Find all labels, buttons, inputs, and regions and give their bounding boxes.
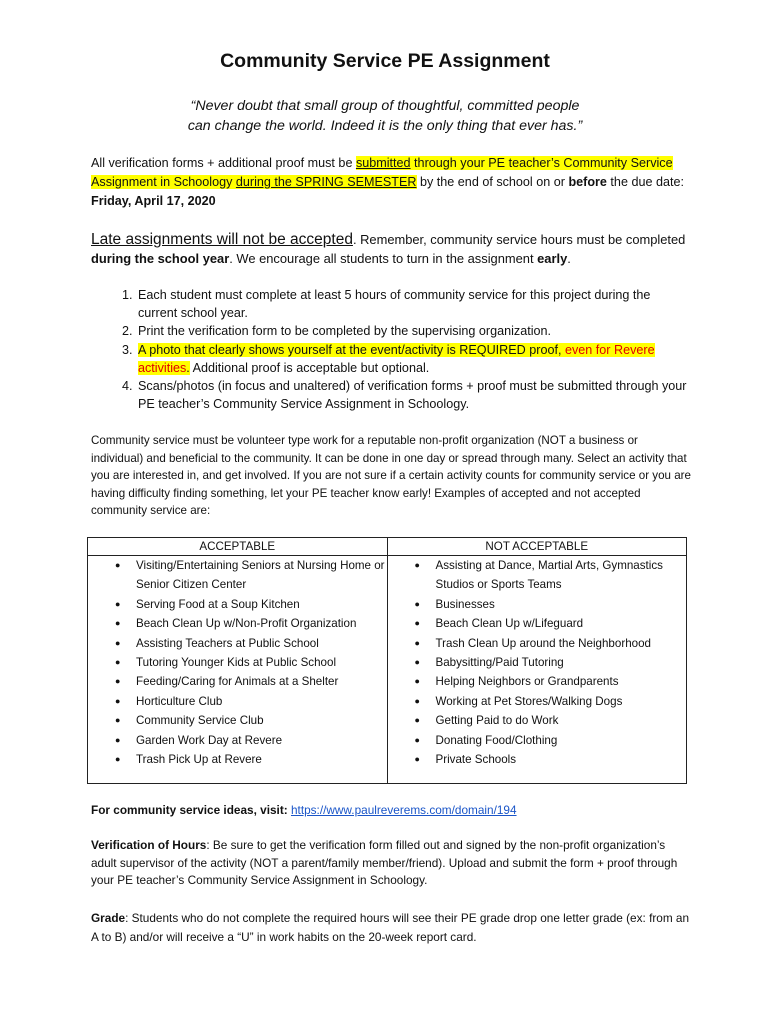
step-2: 2. Print the verification form to be completed by the supervising organization. bbox=[136, 322, 691, 340]
list-item: ● Trash Clean Up around the Neighborhood bbox=[436, 634, 687, 653]
late-school-year: during the school year bbox=[91, 251, 230, 266]
intro-schoology: through your PE teacher’s Community Service Assignment in Schoology bbox=[91, 156, 673, 189]
late-text-2: . Remember, community service hours must be completed bbox=[352, 232, 686, 247]
step-4: 4. Scans/photos (in focus and unaltered) of verification forms + proof must be submitted through your PE teacher’s Community Service Assignment in Schoology. bbox=[136, 377, 691, 413]
grade-label: Grade bbox=[91, 911, 126, 925]
page-title: Community Service PE Assignment bbox=[220, 50, 550, 72]
late-text-6: . bbox=[567, 251, 571, 266]
not-acceptable-header: NOT ACCEPTABLE bbox=[387, 538, 687, 556]
ideas-link[interactable]: https://www.paulreverems.com/domain/194 bbox=[290, 803, 517, 817]
verification-text: : Be sure to get the verification form filled out and signed by the non-profit organization’s adult supervisor of the activity (NOT a parent/family member/friend). Upload and submit the form + proof through your PE teacher’s Community Service Assignment in Schoology. bbox=[91, 838, 678, 888]
table-row bbox=[88, 556, 687, 784]
ideas-label: For community service ideas, visit: bbox=[91, 803, 288, 817]
intro-text-7: the due date: bbox=[606, 175, 684, 189]
intro-spring-semester: during the SPRING SEMESTER bbox=[235, 175, 417, 189]
acceptable-list bbox=[88, 556, 387, 769]
intro-due-date: Friday, April 17, 2020 bbox=[91, 194, 216, 208]
list-item: ● Private Schools bbox=[436, 750, 687, 769]
step-3-period: . bbox=[186, 360, 190, 375]
step-3-revere: even for Revere activities bbox=[138, 342, 655, 375]
list-item: ● Donating Food/Clothing bbox=[436, 731, 687, 750]
step-3-optional: Additional proof is acceptable but optional. bbox=[189, 360, 430, 375]
intro-paragraph bbox=[91, 154, 691, 211]
late-early: early bbox=[537, 251, 568, 266]
grade-paragraph bbox=[91, 909, 691, 947]
ideas-line bbox=[91, 801, 691, 820]
verification-paragraph bbox=[91, 837, 691, 890]
list-item: ● Helping Neighbors or Grandparents bbox=[436, 672, 687, 691]
service-table bbox=[87, 537, 687, 784]
steps-list bbox=[91, 286, 691, 413]
list-item: ● Garden Work Day at Revere bbox=[136, 731, 387, 750]
list-item: ● Babysitting/Paid Tutoring bbox=[436, 653, 687, 672]
not-acceptable-cell bbox=[387, 556, 687, 784]
list-item: ● Beach Clean Up w/Non-Profit Organization bbox=[136, 614, 387, 633]
late-paragraph bbox=[91, 230, 691, 268]
step-3-required: A photo that clearly shows yourself at the event/activity is REQUIRED proof, bbox=[138, 342, 565, 357]
list-item: ● Visiting/Entertaining Seniors at Nursing Home or Senior Citizen Center bbox=[136, 556, 387, 595]
quote-line-2: can change the world. Indeed it is the only thing that ever has.” bbox=[187, 118, 583, 134]
community-paragraph: Community service must be volunteer type work for a reputable non-profit organization (NOT a business or individual) and beneficial to the community. It can be done in one day or spread through many. Select an activity that you are interested in, and get involved. If you are not sure if a certain activity counts for community service or you are having difficulty finding something, let your PE teacher know early! Examples of accepted and not accepted community service are: bbox=[91, 434, 691, 517]
list-item: ● Beach Clean Up w/Lifeguard bbox=[436, 614, 687, 633]
intro-submitted: submitted bbox=[355, 156, 411, 170]
late-text-4: . We encourage all students to turn in the assignment bbox=[229, 251, 538, 266]
quote bbox=[0, 96, 770, 136]
intro-before: before bbox=[568, 175, 607, 189]
step-1: 1. Each student must complete at least 5 hours of community service for this project during the current school year. bbox=[136, 286, 691, 322]
list-item: ● Assisting Teachers at Public School bbox=[136, 634, 387, 653]
intro-text-1: All verification forms + additional proof must be bbox=[91, 156, 356, 170]
verification-label: Verification of Hours bbox=[91, 838, 207, 852]
not-acceptable-list bbox=[388, 556, 687, 769]
table-header-row bbox=[88, 538, 687, 556]
grade-text: : Students who do not complete the required hours will see their PE grade drop one letter grade (ex: from an A to B) and/or will receive a “U” in work habits on the 20-week report card. bbox=[91, 911, 690, 944]
list-item: ● Community Service Club bbox=[136, 711, 387, 730]
list-item: ● Serving Food at a Soup Kitchen bbox=[136, 595, 387, 614]
list-item: ● Assisting at Dance, Martial Arts, Gymnastics Studios or Sports Teams bbox=[436, 556, 687, 595]
acceptable-header: ACCEPTABLE bbox=[88, 538, 388, 556]
list-item: ● Trash Pick Up at Revere bbox=[136, 750, 387, 769]
acceptable-cell bbox=[88, 556, 388, 784]
list-item: ● Tutoring Younger Kids at Public School bbox=[136, 653, 387, 672]
list-item: ● Feeding/Caring for Animals at a Shelter bbox=[136, 672, 387, 691]
late-heading: Late assignments will not be accepted bbox=[91, 231, 353, 248]
intro-text-5: by the end of school on or bbox=[416, 175, 569, 189]
list-item: ● Working at Pet Stores/Walking Dogs bbox=[436, 692, 687, 711]
list-item: ● Getting Paid to do Work bbox=[436, 711, 687, 730]
step-3 bbox=[136, 341, 691, 377]
list-item: ● Horticulture Club bbox=[136, 692, 387, 711]
quote-line-1: “Never doubt that small group of thoughtful, committed people bbox=[190, 98, 580, 114]
list-item: ● Businesses bbox=[436, 595, 687, 614]
